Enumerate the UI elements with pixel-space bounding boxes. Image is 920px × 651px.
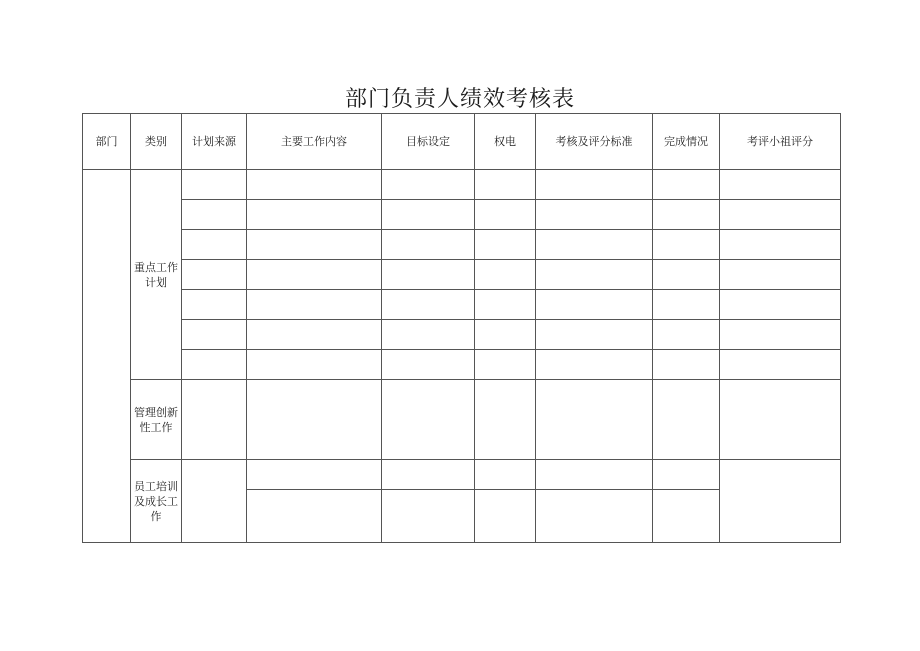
- target-cell[interactable]: [382, 170, 475, 200]
- header-cell: 目标设定: [382, 114, 475, 170]
- plan-source-cell[interactable]: [182, 350, 247, 380]
- weight-cell[interactable]: [475, 490, 536, 543]
- weight-cell[interactable]: [475, 320, 536, 350]
- work-content-cell[interactable]: [247, 290, 382, 320]
- completion-cell[interactable]: [653, 230, 720, 260]
- score-cell[interactable]: [720, 320, 841, 350]
- weight-cell[interactable]: [475, 380, 536, 460]
- weight-cell[interactable]: [475, 460, 536, 490]
- table-row: [83, 290, 841, 320]
- header-cell: 类别: [131, 114, 182, 170]
- criteria-cell[interactable]: [536, 380, 653, 460]
- header-cell: 主要工作内容: [247, 114, 382, 170]
- plan-source-cell[interactable]: [182, 170, 247, 200]
- work-content-cell[interactable]: [247, 320, 382, 350]
- plan-source-cell[interactable]: [182, 260, 247, 290]
- plan-source-cell[interactable]: [182, 460, 247, 543]
- criteria-cell[interactable]: [536, 460, 653, 490]
- criteria-cell[interactable]: [536, 230, 653, 260]
- weight-cell[interactable]: [475, 170, 536, 200]
- table-row: [83, 320, 841, 350]
- plan-source-cell[interactable]: [182, 380, 247, 460]
- target-cell[interactable]: [382, 230, 475, 260]
- header-row: [83, 114, 841, 170]
- header-cell: 计划来源: [182, 114, 247, 170]
- score-cell[interactable]: [720, 460, 841, 543]
- work-content-cell[interactable]: [247, 260, 382, 290]
- header-cell: 考评小祖评分: [720, 114, 841, 170]
- plan-source-cell[interactable]: [182, 200, 247, 230]
- weight-cell[interactable]: [475, 230, 536, 260]
- completion-cell[interactable]: [653, 380, 720, 460]
- target-cell[interactable]: [382, 460, 475, 490]
- target-cell[interactable]: [382, 260, 475, 290]
- completion-cell[interactable]: [653, 200, 720, 230]
- plan-source-cell[interactable]: [182, 290, 247, 320]
- work-content-cell[interactable]: [247, 200, 382, 230]
- completion-cell[interactable]: [653, 350, 720, 380]
- work-content-cell[interactable]: [247, 170, 382, 200]
- score-cell[interactable]: [720, 380, 841, 460]
- criteria-cell[interactable]: [536, 170, 653, 200]
- table-row: [83, 260, 841, 290]
- target-cell[interactable]: [382, 490, 475, 543]
- criteria-cell[interactable]: [536, 260, 653, 290]
- work-content-cell[interactable]: [247, 380, 382, 460]
- target-cell[interactable]: [382, 320, 475, 350]
- target-cell[interactable]: [382, 350, 475, 380]
- completion-cell[interactable]: [653, 490, 720, 543]
- work-content-cell[interactable]: [247, 230, 382, 260]
- score-cell[interactable]: [720, 260, 841, 290]
- completion-cell[interactable]: [653, 290, 720, 320]
- weight-cell[interactable]: [475, 200, 536, 230]
- header-cell: 完成情况: [653, 114, 720, 170]
- weight-cell[interactable]: [475, 350, 536, 380]
- weight-cell[interactable]: [475, 290, 536, 320]
- table-row: [83, 350, 841, 380]
- completion-cell[interactable]: [653, 460, 720, 490]
- plan-source-cell[interactable]: [182, 320, 247, 350]
- appraisal-table: [82, 113, 841, 543]
- page-title: 部门负责人绩效考核表: [344, 87, 575, 112]
- criteria-cell[interactable]: [536, 200, 653, 230]
- work-content-cell[interactable]: [247, 460, 382, 490]
- category-cell: 管理创新性工作: [131, 380, 182, 460]
- target-cell[interactable]: [382, 200, 475, 230]
- department-cell[interactable]: [83, 170, 131, 543]
- table-row: [83, 170, 841, 200]
- score-cell[interactable]: [720, 290, 841, 320]
- completion-cell[interactable]: [653, 320, 720, 350]
- target-cell[interactable]: [382, 290, 475, 320]
- criteria-cell[interactable]: [536, 320, 653, 350]
- table-row: [83, 230, 841, 260]
- score-cell[interactable]: [720, 200, 841, 230]
- work-content-cell[interactable]: [247, 350, 382, 380]
- score-cell[interactable]: [720, 170, 841, 200]
- criteria-cell[interactable]: [536, 290, 653, 320]
- target-cell[interactable]: [382, 380, 475, 460]
- completion-cell[interactable]: [653, 260, 720, 290]
- plan-source-cell[interactable]: [182, 230, 247, 260]
- category-cell: 重点工作计划: [131, 170, 182, 380]
- table-row: [83, 380, 841, 460]
- header-cell: 权电: [475, 114, 536, 170]
- score-cell[interactable]: [720, 230, 841, 260]
- criteria-cell[interactable]: [536, 490, 653, 543]
- table-row: [83, 200, 841, 230]
- header-cell: 部门: [83, 114, 131, 170]
- work-content-cell[interactable]: [247, 490, 382, 543]
- completion-cell[interactable]: [653, 170, 720, 200]
- category-cell: 员工培训及成长工作: [131, 460, 182, 543]
- criteria-cell[interactable]: [536, 350, 653, 380]
- score-cell[interactable]: [720, 350, 841, 380]
- weight-cell[interactable]: [475, 260, 536, 290]
- header-cell: 考核及评分标准: [536, 114, 653, 170]
- table-row: [83, 460, 841, 490]
